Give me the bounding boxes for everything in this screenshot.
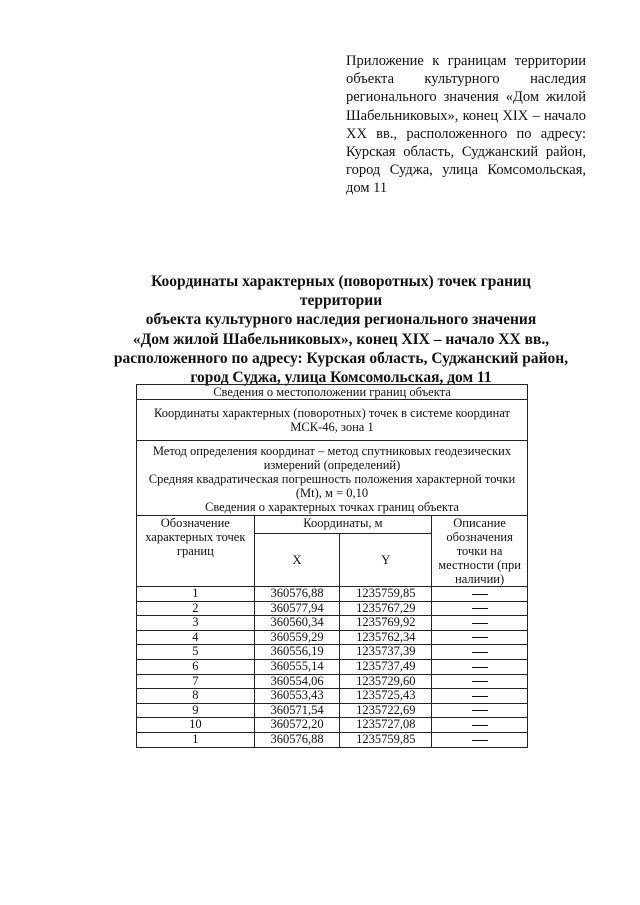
table-row: [137, 659, 528, 674]
table-row: [137, 689, 528, 704]
cell-n: 6: [137, 659, 255, 674]
table-row: [137, 703, 528, 718]
coordinates-table: [136, 384, 528, 748]
cell-n: 7: [137, 674, 255, 689]
col-x-header: X: [254, 534, 340, 587]
cell-x: 360554,06: [254, 674, 340, 689]
col-designation-header: Обозначение характерных точек границ: [137, 516, 255, 587]
dash-mark: [472, 667, 488, 668]
cell-y: 1235762,34: [340, 630, 432, 645]
dash-mark: [472, 608, 488, 609]
section-location-header: Сведения о местоположении границ объекта: [137, 385, 528, 400]
cell-x: 360577,94: [254, 601, 340, 616]
cell-description: [432, 587, 528, 602]
table-row: [137, 601, 528, 616]
title-line-2: объекта культурного наследия регионального значения: [145, 311, 537, 329]
col-y-header: Y: [340, 534, 432, 587]
cell-description: [432, 718, 528, 733]
col-description-header: Описание обозначения точки на местности (при наличии): [432, 516, 528, 587]
header-row: [137, 516, 528, 534]
cell-x: 360576,88: [254, 732, 340, 747]
cell-n: 10: [137, 718, 255, 733]
cell-description: [432, 645, 528, 660]
cell-description: [432, 659, 528, 674]
cell-description: [432, 630, 528, 645]
dash-mark: [472, 594, 488, 595]
dash-mark: [472, 623, 488, 624]
section-row: [137, 441, 528, 516]
title-line-4: расположенного по адресу: Курская область, Суджанский район,: [113, 349, 569, 367]
cell-x: 360555,14: [254, 659, 340, 674]
table-row: [137, 718, 528, 733]
document-title: [110, 272, 572, 387]
annex-note: Приложение к границам территории объекта культурного наследия регионального значения «Дом жилой Шабельниковых», конец XIX – начало XX вв., расположенного по адресу: Курская область, Суджанский район, город Суджа, улица Комсомольская, дом 11: [346, 53, 586, 197]
cell-y: 1235722,69: [340, 703, 432, 718]
cell-description: [432, 703, 528, 718]
cell-x: 360559,29: [254, 630, 340, 645]
cell-n: 2: [137, 601, 255, 616]
section-coordinate-system: Координаты характерных (поворотных) точек в системе координат МСК-46, зона 1: [137, 400, 528, 441]
cell-x: 360576,88: [254, 587, 340, 602]
dash-mark: [472, 725, 488, 726]
cell-y: 1235727,08: [340, 718, 432, 733]
table-row: [137, 587, 528, 602]
cell-x: 360572,20: [254, 718, 340, 733]
table-row: [137, 674, 528, 689]
title-line-5: город Суджа, улица Комсомольская, дом 11: [190, 369, 492, 387]
table-row: [137, 630, 528, 645]
cell-y: 1235729,60: [340, 674, 432, 689]
dash-mark: [472, 740, 488, 741]
accuracy-text: Средняя квадратическая погрешность положения характерной точки (Mt), м = 0,10: [148, 472, 516, 500]
cell-n: 4: [137, 630, 255, 645]
title-line-3: «Дом жилой Шабельниковых», конец XIX – начало XX вв.,: [132, 330, 550, 348]
cell-y: 1235769,92: [340, 616, 432, 631]
cell-description: [432, 732, 528, 747]
cell-x: 360571,54: [254, 703, 340, 718]
cell-y: 1235759,85: [340, 732, 432, 747]
cell-y: 1235759,85: [340, 587, 432, 602]
cell-n: 1: [137, 732, 255, 747]
cell-n: 3: [137, 616, 255, 631]
cell-n: 9: [137, 703, 255, 718]
cell-x: 360553,43: [254, 689, 340, 704]
cell-x: 360560,34: [254, 616, 340, 631]
cell-x: 360556,19: [254, 645, 340, 660]
dash-mark: [472, 637, 488, 638]
cell-n: 8: [137, 689, 255, 704]
cell-n: 5: [137, 645, 255, 660]
points-info-text: Сведения о характерных точках границ объекта: [205, 500, 459, 514]
dash-mark: [472, 696, 488, 697]
table-row: [137, 732, 528, 747]
cell-description: [432, 601, 528, 616]
section-row: [137, 400, 528, 441]
cell-y: 1235767,29: [340, 601, 432, 616]
cell-n: 1: [137, 587, 255, 602]
cell-y: 1235725,43: [340, 689, 432, 704]
cell-description: [432, 674, 528, 689]
method-text: Метод определения координат – метод спутниковых геодезических измерений (определений): [152, 444, 512, 472]
section-method: [137, 441, 528, 516]
dash-mark: [472, 710, 488, 711]
cell-description: [432, 689, 528, 704]
section-row: [137, 385, 528, 400]
table-row: [137, 616, 528, 631]
cell-description: [432, 616, 528, 631]
col-coordinates-header: Координаты, м: [254, 516, 432, 534]
dash-mark: [472, 681, 488, 682]
table-row: [137, 645, 528, 660]
cell-y: 1235737,49: [340, 659, 432, 674]
title-line-1: Координаты характерных (поворотных) точек границ территории: [151, 273, 531, 310]
cell-y: 1235737,39: [340, 645, 432, 660]
dash-mark: [472, 652, 488, 653]
